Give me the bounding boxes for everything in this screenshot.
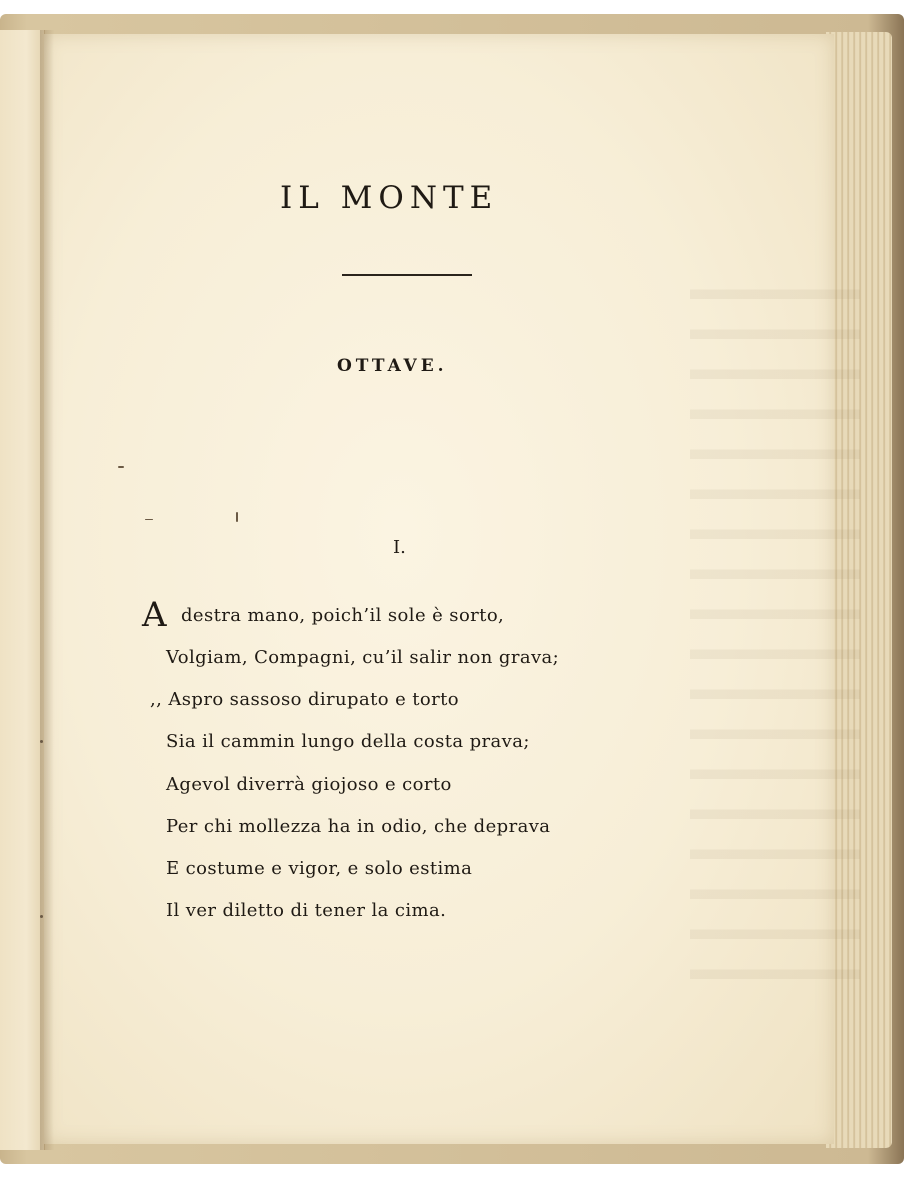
paper-speck — [40, 915, 43, 918]
verse-line-6: Per chi mollezza ha in odio, che deprava — [166, 816, 551, 837]
spine-shadow — [40, 30, 54, 1150]
verse-line-2: Volgiam, Compagni, cu’il salir non grava; — [166, 647, 560, 668]
show-through-text — [690, 259, 860, 979]
verse-line-3: ,, Aspro sassoso dirupato e torto — [150, 689, 460, 710]
title-rule — [342, 274, 472, 276]
paper-speck — [236, 512, 238, 522]
verse-line-1: destra mano, poich’il sole è sorto, — [181, 605, 505, 626]
paper-speck — [118, 466, 124, 468]
drop-cap: A — [142, 595, 167, 635]
verse-line-4: Sia il cammin lungo della costa prava; — [166, 731, 530, 752]
left-page-edge — [0, 30, 45, 1150]
stanza-number: I. — [393, 537, 406, 558]
paper-speck — [145, 519, 153, 520]
verse-line-7: E costume e vigor, e solo estima — [166, 858, 473, 879]
paper-speck — [40, 740, 43, 743]
verse-line-5: Agevol diverrà giojoso e corto — [166, 774, 452, 795]
page-title: IL MONTE — [280, 180, 499, 216]
verse-line-8: Il ver diletto di tener la cima. — [166, 900, 447, 921]
page-subtitle: OTTAVE. — [337, 356, 448, 376]
